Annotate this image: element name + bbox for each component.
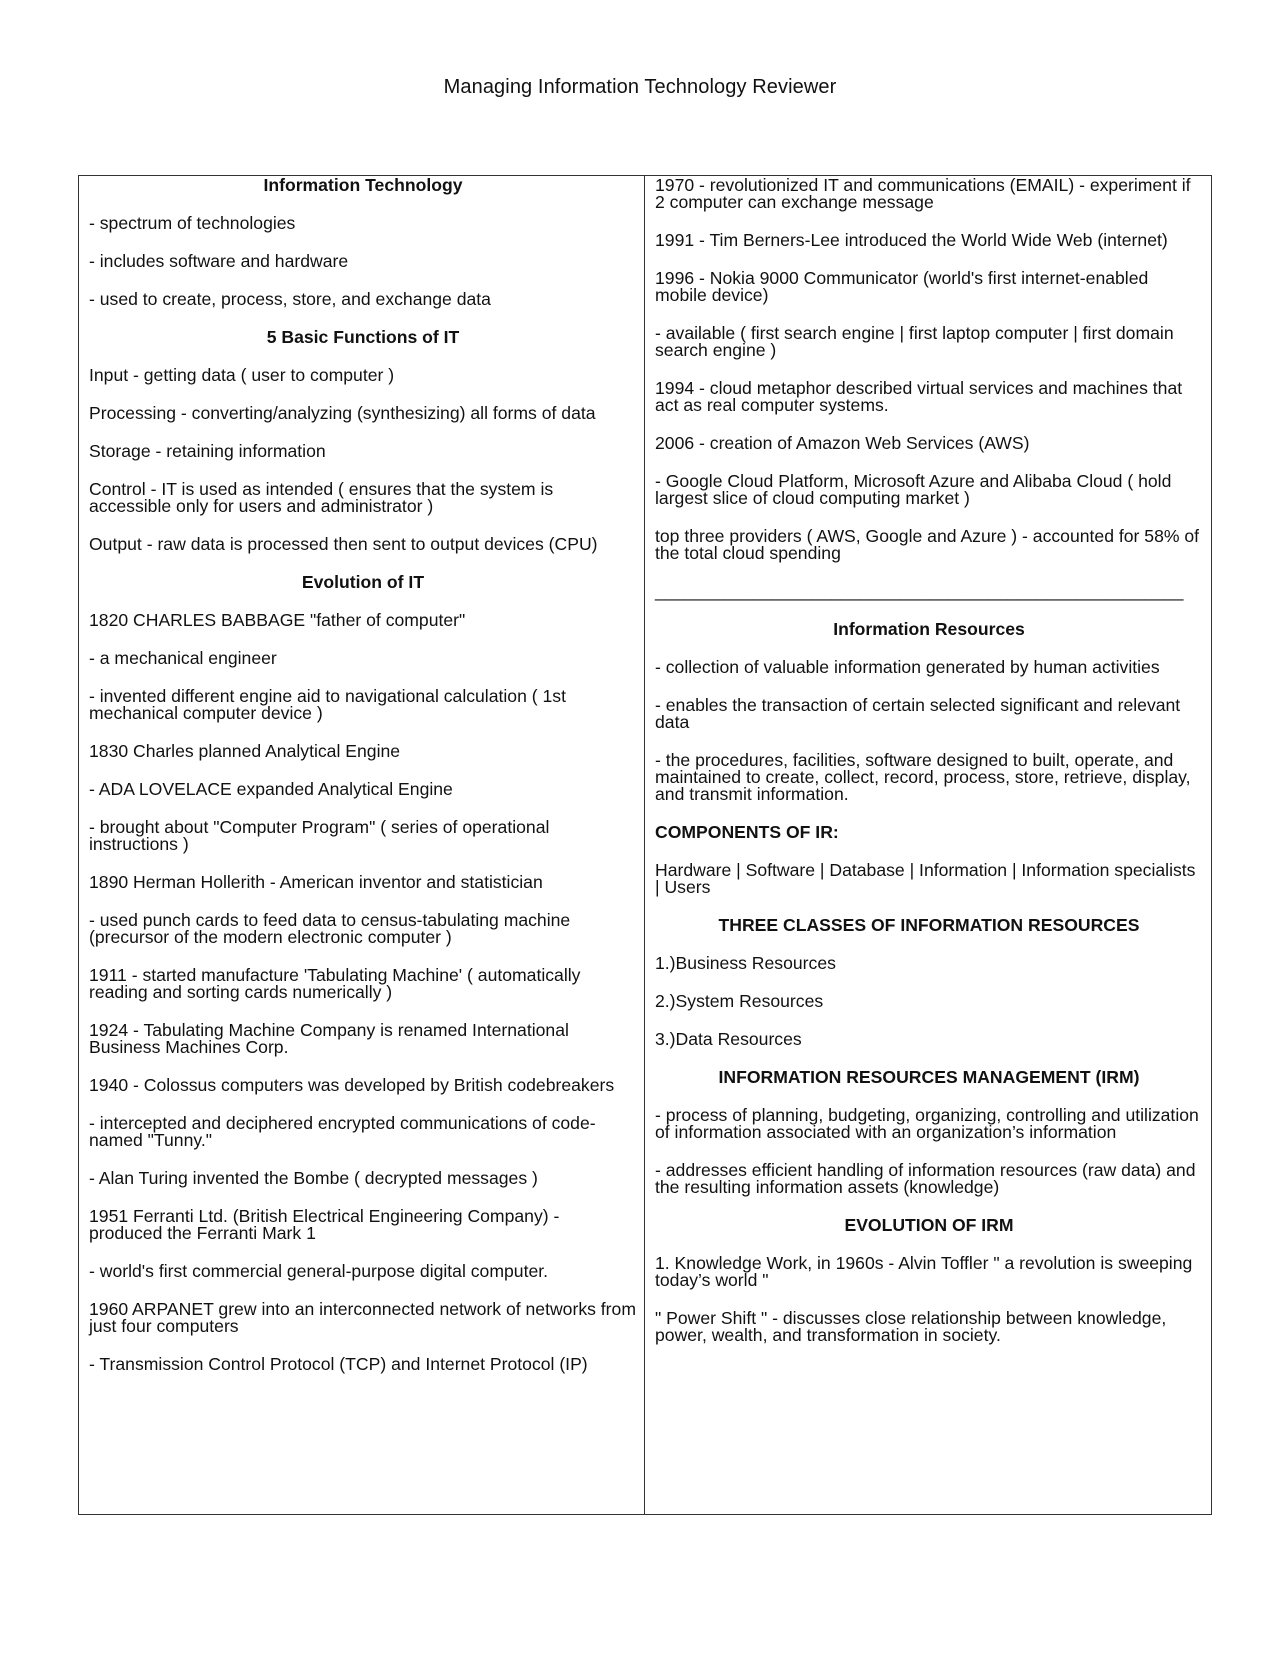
left-paragraph: 1890 Herman Hollerith - American inventor and statistician: [89, 872, 543, 892]
right-section-heading: EVOLUTION OF IRM: [844, 1215, 1014, 1235]
right-paragraph: 1. Knowledge Work, in 1960s - Alvin Toffler " a revolution is sweeping today’s world ": [655, 1253, 1193, 1290]
left-paragraph: Processing - converting/analyzing (synthesizing) all forms of data: [89, 403, 596, 423]
left-paragraph: Input - getting data ( user to computer ): [89, 365, 395, 385]
left-paragraph: Control - IT is used as intended ( ensures that the system is accessible only for users and administrator ): [89, 479, 554, 516]
left-paragraph: 1830 Charles planned Analytical Engine: [89, 741, 401, 761]
right-paragraph: 2006 - creation of Amazon Web Services (AWS): [655, 433, 1030, 453]
right-paragraph: 1970 - revolutionized IT and communications (EMAIL) - experiment if 2 computer can exchange message: [655, 175, 1191, 212]
left-paragraph: - ADA LOVELACE expanded Analytical Engine: [89, 779, 453, 799]
left-paragraph: 1951 Ferranti Ltd. (British Electrical Engineering Company) - produced the Ferranti Mark 1: [89, 1206, 560, 1243]
left-paragraph: - includes software and hardware: [89, 251, 349, 271]
left-paragraph: Storage - retaining information: [89, 441, 326, 461]
left-paragraph: 1820 CHARLES BABBAGE "father of computer": [89, 610, 466, 630]
right-paragraph: 2.)System Resources: [655, 991, 824, 1011]
right-paragraph: - the procedures, facilities, software designed to built, operate, and maintained to create, collect, record, process, store, retrieve, display, and transmit information.: [655, 750, 1191, 804]
right-paragraph: " Power Shift " - discusses close relationship between knowledge, power, wealth, and transformation in society.: [655, 1308, 1167, 1345]
column-divider: [644, 175, 645, 1515]
right-paragraph: - enables the transaction of certain selected significant and relevant data: [655, 695, 1181, 732]
left-section-heading: Information Technology: [263, 175, 463, 195]
left-paragraph: - Alan Turing invented the Bombe ( decrypted messages ): [89, 1168, 538, 1188]
left-section-heading: Evolution of IT: [301, 572, 425, 592]
left-paragraph: - Transmission Control Protocol (TCP) and Internet Protocol (IP): [89, 1354, 588, 1374]
right-paragraph: - available ( first search engine | first laptop computer | first domain search engine ): [655, 323, 1174, 360]
right-paragraph: 1996 - Nokia 9000 Communicator (world's first internet-enabled mobile device): [655, 268, 1149, 305]
right-paragraph: top three providers ( AWS, Google and Azure ) - accounted for 58% of the total cloud spending: [655, 526, 1200, 563]
right-paragraph: - collection of valuable information generated by human activities: [655, 657, 1160, 677]
right-section-heading: Information Resources: [833, 619, 1025, 639]
left-paragraph: - intercepted and deciphered encrypted communications of code-named "Tunny.": [89, 1113, 596, 1150]
left-paragraph: 1960 ARPANET grew into an interconnected network of networks from just four computers: [89, 1299, 636, 1336]
right-label: COMPONENTS OF IR:: [655, 822, 839, 842]
left-column: [89, 177, 637, 1394]
right-paragraph: - addresses efficient handling of information resources (raw data) and the resulting information assets (knowledge): [655, 1160, 1196, 1197]
left-paragraph: - invented different engine aid to navigational calculation ( 1st mechanical computer device ): [89, 686, 566, 723]
left-paragraph: - used to create, process, store, and exchange data: [89, 289, 491, 309]
left-paragraph: Output - raw data is processed then sent to output devices (CPU): [89, 534, 598, 554]
right-separator-line: ______________________________________________________: [655, 581, 1184, 601]
left-paragraph: - spectrum of technologies: [89, 213, 296, 233]
right-paragraph: - Google Cloud Platform, Microsoft Azure and Alibaba Cloud ( hold largest slice of cloud computing market ): [655, 471, 1172, 508]
left-paragraph: 1940 - Colossus computers was developed by British codebreakers: [89, 1075, 615, 1095]
right-column: [655, 177, 1203, 1365]
left-paragraph: - world's first commercial general-purpose digital computer.: [89, 1261, 549, 1281]
right-section-heading: INFORMATION RESOURCES MANAGEMENT (IRM): [718, 1067, 1140, 1087]
left-paragraph: - a mechanical engineer: [89, 648, 277, 668]
left-paragraph: 1924 - Tabulating Machine Company is renamed International Business Machines Corp.: [89, 1020, 569, 1057]
right-paragraph: 1994 - cloud metaphor described virtual services and machines that act as real computer systems.: [655, 378, 1183, 415]
left-paragraph: - brought about "Computer Program" ( series of operational instructions ): [89, 817, 550, 854]
document-title: Managing Information Technology Reviewer: [443, 76, 837, 98]
left-section-heading: 5 Basic Functions of IT: [266, 327, 460, 347]
right-paragraph: Hardware | Software | Database | Information | Information specialists | Users: [655, 860, 1196, 897]
right-paragraph: 1991 - Tim Berners-Lee introduced the World Wide Web (internet): [655, 230, 1168, 250]
right-paragraph: 3.)Data Resources: [655, 1029, 802, 1049]
right-paragraph: 1.)Business Resources: [655, 953, 836, 973]
left-paragraph: - used punch cards to feed data to census-tabulating machine (precursor of the modern electronic computer ): [89, 910, 571, 947]
right-section-heading: THREE CLASSES OF INFORMATION RESOURCES: [718, 915, 1140, 935]
right-paragraph: - process of planning, budgeting, organizing, controlling and utilization of information associated with an organization’s information: [655, 1105, 1199, 1142]
left-paragraph: 1911 - started manufacture 'Tabulating Machine' ( automatically reading and sorting cards numerically ): [89, 965, 581, 1002]
